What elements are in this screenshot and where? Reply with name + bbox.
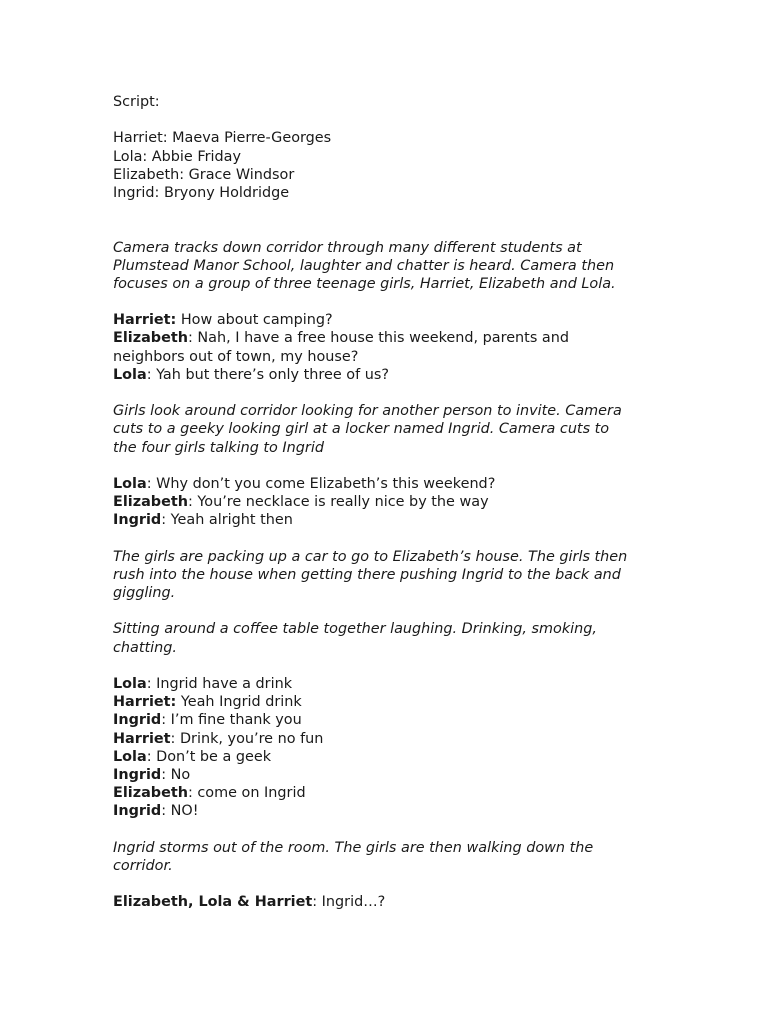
speaker-name: Harriet: <box>113 694 177 711</box>
scene-2-dialogue <box>113 475 673 530</box>
dialogue-text: : Why don’t you come Elizabeth’s this weekend? <box>146 475 496 492</box>
speaker-name: Ingrid <box>113 712 162 729</box>
dialogue-text: : Ingrid have a drink <box>146 676 293 693</box>
dialogue-text: : Ingrid…? <box>312 894 386 911</box>
dialogue-text: : I’m fine thank you <box>161 712 302 729</box>
dialogue-line <box>113 366 673 384</box>
speaker-name: Harriet: <box>113 312 177 329</box>
scene-5-dialogue <box>113 893 673 911</box>
script-heading: Script: <box>113 94 160 110</box>
scene-3-direction <box>113 548 673 603</box>
dialogue-line <box>113 475 673 493</box>
speaker-name: Lola <box>113 475 147 492</box>
dialogue-text: : Drink, you’re no fun <box>170 730 324 747</box>
dialogue-line <box>113 730 673 748</box>
stage-direction-line: giggling. <box>113 585 176 602</box>
scene-2-direction <box>113 402 673 457</box>
cast-entry: Harriet: Maeva Pierre-Georges <box>113 130 332 147</box>
dialogue-text: : Yeah alright then <box>161 512 293 529</box>
dialogue-line <box>113 802 673 820</box>
dialogue-line <box>113 748 673 766</box>
dialogue-text: : Yah but there’s only three of us? <box>146 366 389 383</box>
script-page <box>113 93 673 911</box>
dialogue-text: neighbors out of town, my house? <box>113 348 359 365</box>
dialogue-text: : Nah, I have a free house this weekend, parents and <box>187 330 569 347</box>
dialogue-line <box>113 693 673 711</box>
stage-direction-line: Girls look around corridor looking for another person to invite. Camera <box>113 403 622 420</box>
stage-direction-line: Ingrid storms out of the room. The girls are then walking down the <box>113 839 594 856</box>
speaker-name: Ingrid <box>113 766 162 783</box>
stage-direction-line: focuses on a group of three teenage girls, Harriet, Elizabeth and Lola. <box>113 275 616 292</box>
speaker-name: Ingrid <box>113 512 162 529</box>
dialogue-line <box>113 784 673 802</box>
cast-entry: Ingrid: Bryony Holdridge <box>113 184 290 201</box>
dialogue-line <box>113 893 673 911</box>
speaker-name: Harriet <box>113 730 171 747</box>
dialogue-text: : come on Ingrid <box>187 785 306 802</box>
scene-1-direction <box>113 239 673 294</box>
stage-direction-line: Sitting around a coffee table together laughing. Drinking, smoking, <box>113 621 598 638</box>
dialogue-line <box>113 766 673 784</box>
speaker-name: Elizabeth <box>113 494 188 511</box>
dialogue-line <box>113 675 673 693</box>
scene-4-direction <box>113 620 673 656</box>
stage-direction-line: cuts to a geeky looking girl at a locker named Ingrid. Camera cuts to <box>113 421 610 438</box>
stage-direction-line: corridor. <box>113 857 173 874</box>
speaker-name: Lola <box>113 748 147 765</box>
dialogue-line <box>113 311 673 329</box>
scene-4-dialogue <box>113 675 673 821</box>
scene-5-direction <box>113 839 673 875</box>
dialogue-text: Yeah Ingrid drink <box>176 694 302 711</box>
dialogue-text: : You’re necklace is really nice by the way <box>187 494 489 511</box>
stage-direction-line: the four girls talking to Ingrid <box>113 439 324 456</box>
speaker-name: Elizabeth <box>113 330 188 347</box>
dialogue-text: : Don’t be a geek <box>146 748 272 765</box>
cast-entry: Elizabeth: Grace Windsor <box>113 166 295 183</box>
dialogue-line <box>113 493 673 511</box>
dialogue-text: How about camping? <box>176 312 333 329</box>
speaker-name: Ingrid <box>113 803 162 820</box>
dialogue-line <box>113 348 673 366</box>
stage-direction-line: The girls are packing up a car to go to Elizabeth’s house. The girls then <box>113 548 628 565</box>
cast-list <box>113 129 673 202</box>
speaker-name: Lola <box>113 366 147 383</box>
dialogue-line <box>113 511 673 529</box>
stage-direction-line: Camera tracks down corridor through many different students at <box>113 239 582 256</box>
stage-direction-line: Plumstead Manor School, laughter and chatter is heard. Camera then <box>113 257 615 274</box>
speaker-name: Elizabeth, Lola & Harriet <box>113 894 313 911</box>
stage-direction-line: chatting. <box>113 639 177 656</box>
dialogue-text: : No <box>161 766 191 783</box>
cast-entry: Lola: Abbie Friday <box>113 148 241 165</box>
speaker-name: Lola <box>113 676 147 693</box>
dialogue-text: : NO! <box>161 803 199 820</box>
stage-direction-line: rush into the house when getting there pushing Ingrid to the back and <box>113 566 621 583</box>
dialogue-line <box>113 711 673 729</box>
scene-1-dialogue <box>113 311 673 384</box>
speaker-name: Elizabeth <box>113 785 188 802</box>
dialogue-line <box>113 329 673 347</box>
